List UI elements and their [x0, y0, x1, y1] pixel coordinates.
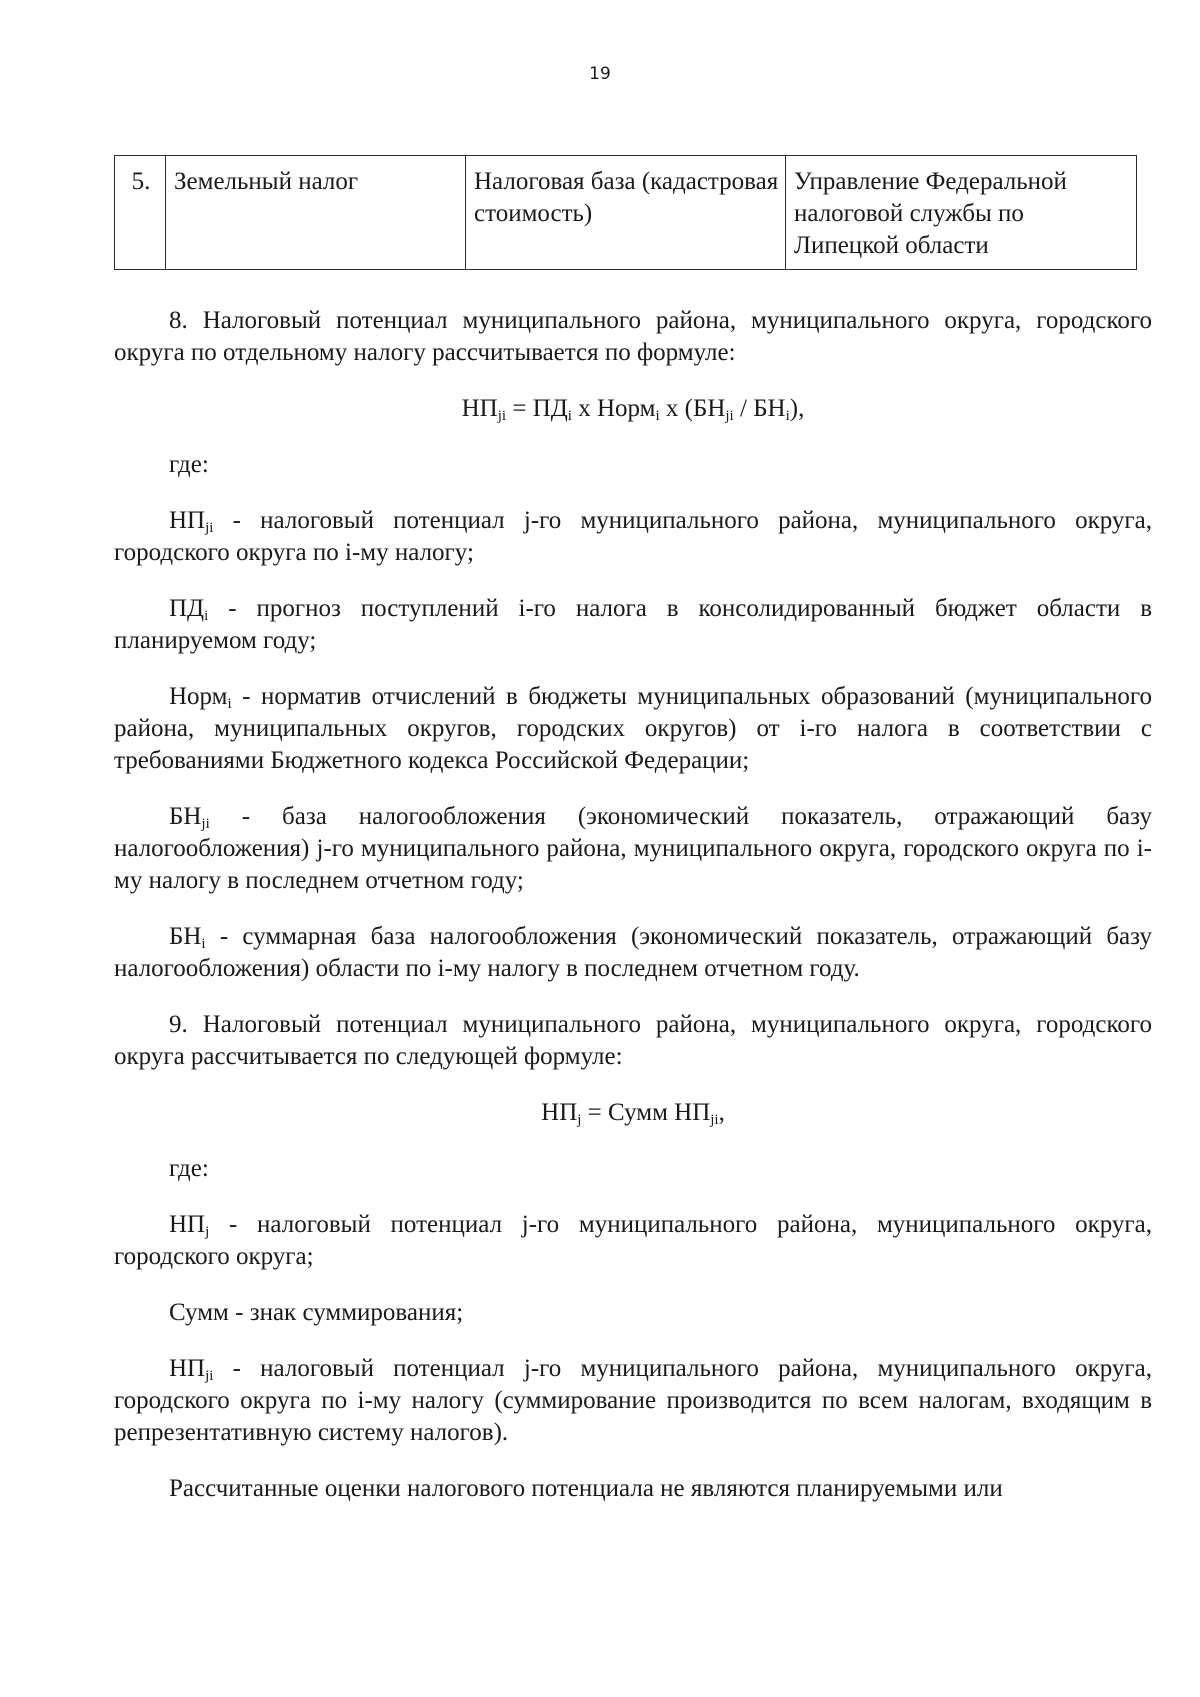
definition-symbol: БН: [169, 923, 202, 950]
definition-text: - норматив отчислений в бюджеты муниципальных образований (муниципального района, муниципальных округов, городских округов) от i-го налога в соответствии с требованиями Бюджетного кодекса Российской Федерации;: [114, 683, 1152, 774]
table-row: [115, 156, 1137, 270]
definition: [114, 921, 1152, 985]
definition-symbol: Норм: [169, 683, 228, 710]
definition-sub: ji: [205, 520, 214, 536]
definition: [114, 801, 1152, 897]
formula-sub: i: [785, 408, 790, 424]
definition-sub: i: [227, 696, 232, 712]
definition-sub: i: [204, 608, 209, 624]
tax-base: Налоговая база (кадастровая стоимость): [466, 156, 786, 270]
section8-intro: 8. Налоговый потенциал муниципального района, муниципального округа, городского округа по отдельному налогу рассчитывается по формуле:: [114, 307, 1152, 366]
formula-term: НП: [674, 1099, 711, 1126]
definition-symbol: НП: [169, 507, 206, 534]
formula-term: НП: [541, 1099, 578, 1126]
formula-sub: j: [577, 1112, 582, 1128]
definition: [114, 1209, 1152, 1273]
formula-term: Норм: [596, 395, 656, 422]
definition-sub: i: [201, 936, 206, 952]
definition: [114, 681, 1152, 777]
formula-sub: ji: [497, 408, 507, 424]
section9-intro: 9. Налоговый потенциал муниципального района, муниципального округа, городского округа рассчитывается по следующей формуле:: [114, 1011, 1152, 1070]
formula-np-ji: [114, 393, 1152, 425]
formula-sub: ji: [710, 1112, 719, 1128]
page-number: 19: [589, 64, 611, 84]
where-label: где:: [169, 451, 209, 478]
formula-op: ),: [789, 395, 805, 422]
formula-op: =: [506, 395, 533, 422]
definition-text: - налоговый потенциал j-го муниципального района, муниципального округа, городского округа;: [114, 1211, 1152, 1270]
definition-sub: ji: [205, 1368, 214, 1384]
definition-text: - прогноз поступлений i-го налога в консолидированный бюджет области в планируемом году;: [114, 595, 1152, 654]
formula-term: ПД: [532, 395, 568, 422]
closing-paragraph: Рассчитанные оценки налогового потенциала не являются планируемыми или: [169, 1475, 1003, 1502]
formula-op: ,: [718, 1099, 725, 1126]
formula-op: x (: [659, 395, 693, 422]
tax-table: [114, 155, 1137, 270]
where-label: где:: [169, 1155, 209, 1182]
formula-sub: ji: [725, 408, 734, 424]
definition-symbol: БН: [169, 803, 202, 830]
formula-sub: i: [567, 408, 572, 424]
definition-sub: j: [205, 1224, 210, 1240]
tax-name: Земельный налог: [166, 156, 466, 270]
definition-sub: ji: [201, 816, 210, 832]
definition-symbol: ПД: [169, 595, 205, 622]
formula-term: БН: [692, 395, 726, 422]
formula-op: = Сумм: [581, 1099, 675, 1126]
formula-sub: i: [655, 408, 660, 424]
definition-text: - суммарная база налогообложения (экономический показатель, отражающий базу налогообложения) области по i-му налогу в последнем отчетном году.: [114, 923, 1152, 982]
definition-text: - знак суммирования;: [228, 1299, 464, 1326]
definition-symbol: НП: [169, 1211, 206, 1238]
definition: [114, 593, 1152, 657]
formula-op: /: [733, 395, 754, 422]
definition-symbol: Сумм: [169, 1299, 229, 1326]
definition-text: - база налогообложения (экономический показатель, отражающий базу налогообложения) j-го муниципального района, муниципального округа, городского округа по i-му налогу в последнем отчетном году;: [114, 803, 1152, 894]
formula-np-j: [114, 1097, 1152, 1129]
data-source: Управление Федеральной налоговой службы по Липецкой области: [786, 156, 1137, 270]
definition: [114, 1353, 1152, 1449]
definition-text: - налоговый потенциал j-го муниципального района, муниципального округа, городского округа по i-му налогу (суммирование производится по всем налогам, входящим в репрезентативную систему налогов).: [114, 1355, 1152, 1446]
formula-term: БН: [753, 395, 786, 422]
definition: [114, 505, 1152, 569]
definition-text: - налоговый потенциал j-го муниципального района, муниципального округа, городского округа по i-му налогу;: [114, 507, 1152, 566]
definition-symbol: НП: [169, 1355, 206, 1382]
formula-op: x: [571, 395, 597, 422]
definition: [114, 1297, 1152, 1329]
document-body: [114, 305, 1152, 1529]
formula-term: НП: [461, 395, 498, 422]
row-number: 5.: [115, 156, 166, 270]
